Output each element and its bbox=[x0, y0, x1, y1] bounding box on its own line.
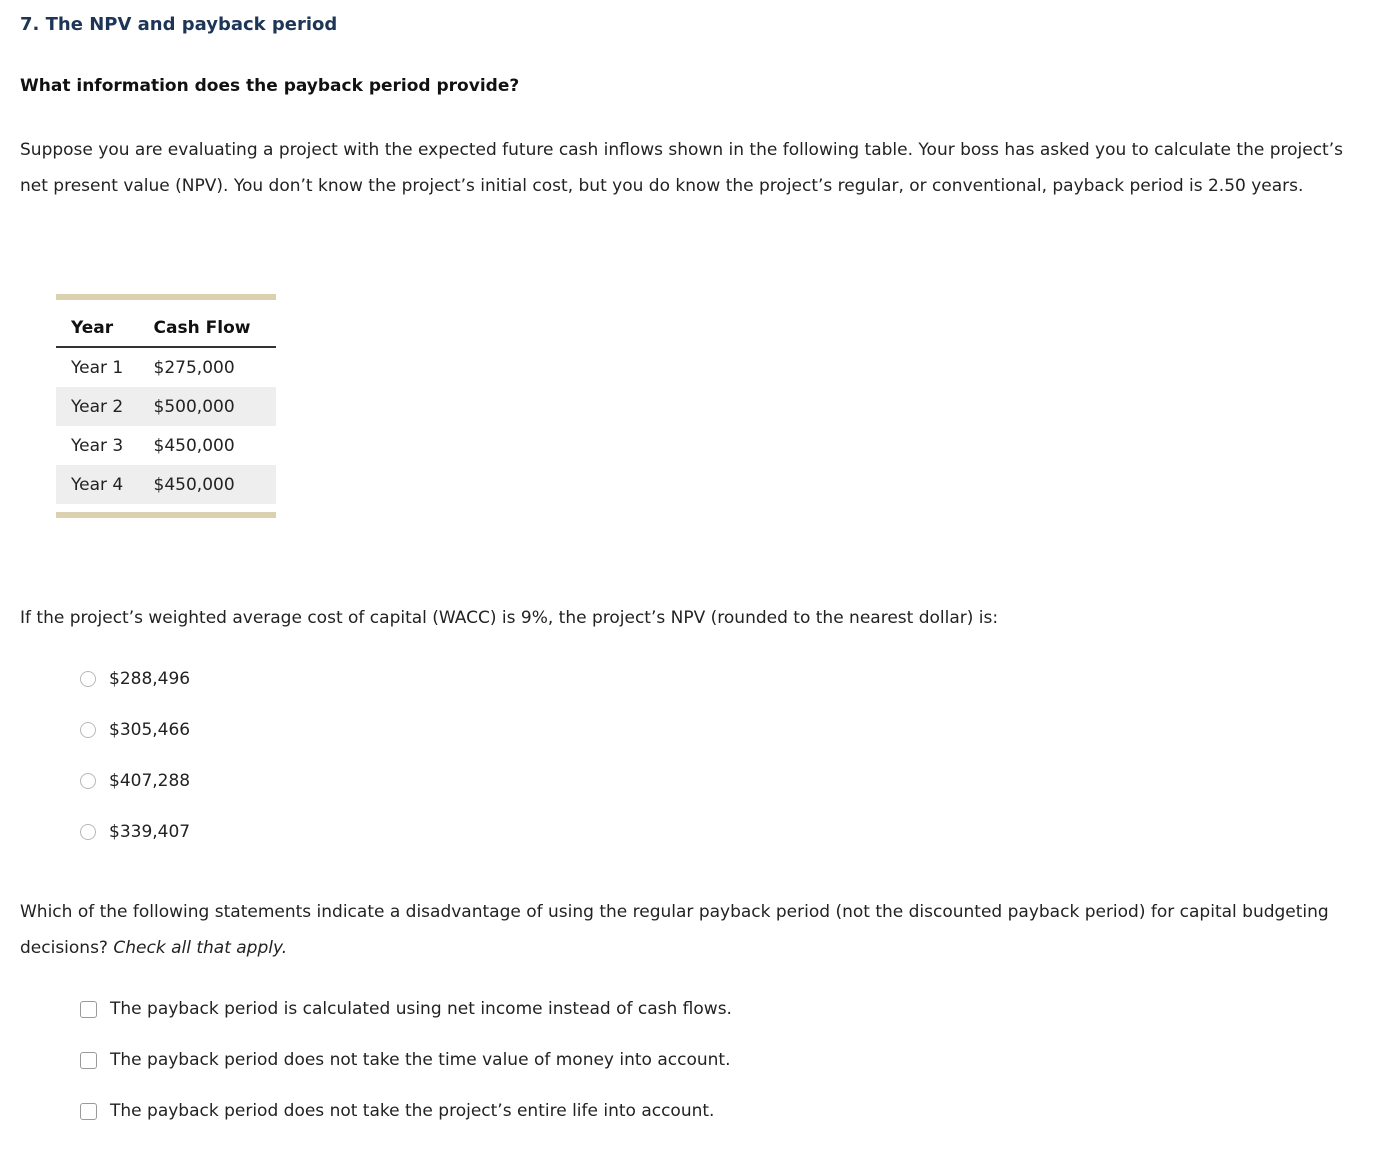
disadvantage-option-label: The payback period is calculated using net income instead of cash flows. bbox=[110, 999, 732, 1019]
year-cell: Year 2 bbox=[56, 387, 139, 426]
disadvantage-option-1[interactable] bbox=[80, 998, 732, 1020]
cash-flow-cell: $450,000 bbox=[153, 435, 235, 456]
npv-option-1[interactable] bbox=[80, 668, 190, 690]
intro-paragraph: Suppose you are evaluating a project with the expected future cash inflows shown in the following table. Your boss has asked you to calculate the project’s net present value (NPV). You don’t know the project’s initial cost, but you do know the project’s regular, or conventional, payback period is 2.50 years. bbox=[20, 140, 1343, 196]
cash-flow-cell: $500,000 bbox=[139, 387, 276, 426]
checkbox[interactable] bbox=[80, 1103, 97, 1120]
npv-option-label: $305,466 bbox=[109, 720, 191, 740]
radio-button[interactable] bbox=[80, 671, 96, 687]
year-cell: Year 3 bbox=[71, 435, 124, 456]
cash-flow-column-header: Cash Flow bbox=[139, 312, 276, 347]
npv-option-4[interactable] bbox=[80, 821, 190, 843]
disadvantage-option-label: The payback period does not take the time value of money into account. bbox=[110, 1050, 731, 1070]
npv-option-label: $339,407 bbox=[109, 822, 191, 842]
table-row bbox=[56, 387, 276, 426]
checkbox[interactable] bbox=[80, 1052, 97, 1069]
checkbox[interactable] bbox=[80, 1001, 97, 1018]
npv-option-label: $288,496 bbox=[109, 669, 191, 689]
cash-flow-cell: $450,000 bbox=[139, 465, 276, 504]
cash-flow-cell: $275,000 bbox=[153, 357, 235, 378]
disadvantage-option-label: The payback period does not take the project’s entire life into account. bbox=[110, 1101, 715, 1121]
cash-flow-table bbox=[56, 312, 276, 504]
year-column-header: Year bbox=[56, 312, 139, 347]
disadvantage-question-prompt: Which of the following statements indicate a disadvantage of using the regular payback period (not the discounted payback period) for capital budgeting decisions? bbox=[20, 902, 1329, 958]
year-cell: Year 1 bbox=[71, 357, 124, 378]
npv-option-3[interactable] bbox=[80, 770, 190, 792]
check-all-instruction: Check all that apply. bbox=[113, 938, 288, 958]
table-row bbox=[56, 465, 276, 504]
payback-info-heading: What information does the payback period provide? bbox=[20, 76, 520, 96]
npv-option-2[interactable] bbox=[80, 719, 190, 741]
disadvantage-option-2[interactable] bbox=[80, 1049, 731, 1071]
table-row bbox=[56, 426, 276, 465]
radio-button[interactable] bbox=[80, 824, 96, 840]
table-header-row bbox=[56, 312, 276, 347]
section-title: 7. The NPV and payback period bbox=[20, 14, 338, 35]
cash-flow-table-container bbox=[56, 294, 276, 518]
radio-button[interactable] bbox=[80, 773, 96, 789]
table-row bbox=[56, 347, 276, 387]
radio-button[interactable] bbox=[80, 722, 96, 738]
disadvantage-question bbox=[20, 894, 1370, 966]
disadvantage-option-3[interactable] bbox=[80, 1100, 714, 1122]
year-cell: Year 4 bbox=[56, 465, 139, 504]
npv-option-label: $407,288 bbox=[109, 771, 191, 791]
npv-question-prompt: If the project’s weighted average cost of capital (WACC) is 9%, the project’s NPV (rounded to the nearest dollar) is: bbox=[20, 608, 999, 628]
